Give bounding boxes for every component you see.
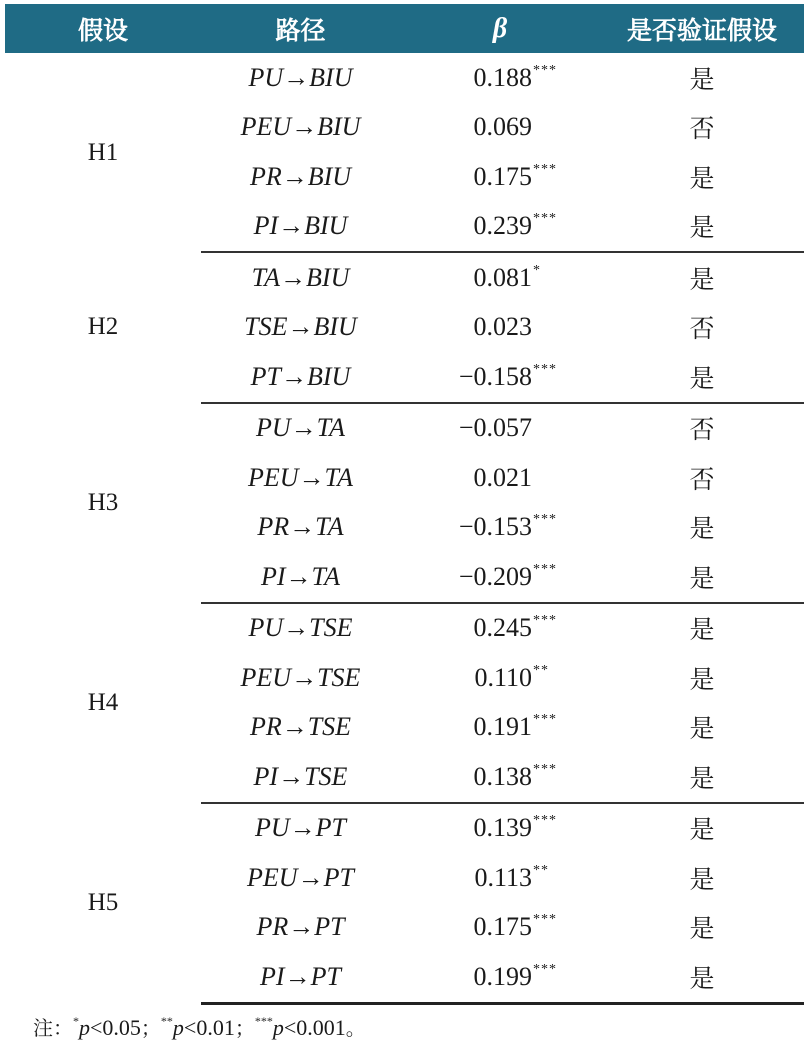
path-cell: PU→PT (255, 813, 346, 843)
header-verified: 是否验证假设 (600, 4, 804, 53)
beta-value: 0.081 (473, 262, 532, 292)
verified-cell: 是 (689, 163, 715, 193)
footnote-separator: ； (234, 1016, 255, 1040)
beta-wrapper (458, 962, 557, 992)
path-cell: PR→TSE (249, 712, 352, 742)
verified-cell: 是 (689, 914, 715, 944)
table-row (5, 252, 804, 303)
beta-wrapper (458, 613, 557, 643)
path-cell: PI→BIU (201, 202, 400, 253)
verified-cell: 是 (689, 514, 715, 544)
footnote-threshold: <0.05 (90, 1015, 141, 1040)
beta-value: 0.069 (473, 112, 532, 142)
footnote-stars: *** (254, 1014, 273, 1028)
table-footnote (33, 1012, 366, 1041)
footnote-items (73, 1015, 366, 1040)
path-cell: PR→BIU (249, 161, 352, 191)
footnote-prefix: 注： (33, 1016, 73, 1040)
verified-cell: 是 (689, 815, 715, 845)
beta-cell (400, 803, 600, 854)
beta-wrapper (458, 112, 533, 142)
beta-cell (400, 853, 600, 903)
beta-cell (400, 53, 600, 103)
hypothesis-label: H3 (87, 488, 119, 516)
verified-cell: 是 (600, 552, 804, 603)
beta-wrapper (458, 813, 557, 843)
footnote-p: p (172, 1015, 184, 1040)
significance-stars: *** (533, 712, 557, 728)
beta-cell (400, 352, 600, 403)
verified-cell: 否 (689, 415, 715, 445)
beta-value: −0.158 (458, 361, 532, 391)
beta-value: −0.153 (458, 512, 532, 542)
table-header (5, 4, 804, 53)
path-cell: PT→BIU (201, 352, 400, 403)
path-cell: PI→TSE (201, 752, 400, 803)
path-cell: PR→PT (256, 912, 345, 942)
verified-cell: 是 (689, 264, 715, 294)
significance-stars: ** (533, 662, 549, 678)
table-row (5, 603, 804, 654)
footnote-threshold: <0.01 (183, 1015, 235, 1040)
beta-wrapper (458, 413, 533, 443)
path-cell: PU→BIU (248, 62, 353, 92)
beta-cell (400, 303, 600, 353)
verified-cell: 是 (689, 615, 715, 645)
beta-value: 0.175 (473, 912, 532, 942)
footnote-p: p (79, 1015, 90, 1040)
beta-value: 0.245 (473, 613, 532, 643)
hypothesis-label: H2 (87, 313, 119, 341)
path-cell: TA→BIU (251, 262, 350, 292)
header-beta: β (400, 4, 600, 53)
footnote-separator: ； (140, 1016, 161, 1040)
verified-cell: 是 (600, 352, 804, 403)
significance-stars: ** (533, 862, 549, 878)
beta-value: 0.023 (473, 312, 532, 342)
beta-wrapper (458, 562, 557, 592)
header-row (5, 4, 804, 53)
beta-wrapper (458, 912, 557, 942)
verified-cell: 否 (689, 464, 715, 494)
beta-cell (400, 202, 600, 253)
beta-value: −0.057 (458, 413, 532, 443)
significance-stars: *** (533, 912, 557, 928)
footnote-p: p (272, 1015, 284, 1040)
hypothesis-group (5, 803, 804, 1004)
path-cell: PI→TA (201, 552, 400, 603)
beta-cell (400, 252, 600, 303)
significance-stars: *** (533, 161, 557, 177)
significance-stars: * (533, 262, 541, 278)
hypothesis-group (5, 53, 804, 252)
significance-stars: *** (533, 813, 557, 829)
footnote-threshold: <0.001 (283, 1015, 346, 1040)
beta-cell (400, 752, 600, 803)
hypothesis-table-container (5, 4, 804, 1005)
beta-value: 0.138 (473, 761, 532, 791)
beta-cell (400, 952, 600, 1003)
beta-value: 0.191 (473, 712, 532, 742)
path-cell: PR→TA (257, 512, 344, 542)
beta-wrapper (458, 463, 533, 493)
beta-cell (400, 152, 600, 202)
path-cell: PEU→TSE (240, 662, 361, 692)
path-cell: TSE→BIU (244, 312, 357, 342)
beta-value: 0.175 (473, 161, 532, 191)
hypothesis-label: H5 (87, 888, 119, 916)
verified-cell: 是 (600, 752, 804, 803)
beta-value: 0.239 (473, 211, 532, 241)
beta-wrapper (458, 362, 557, 392)
significance-stars: *** (533, 961, 557, 977)
beta-cell (400, 603, 600, 654)
beta-wrapper (458, 712, 557, 742)
beta-value: 0.188 (473, 62, 532, 92)
path-cell: PEU→BIU (240, 112, 361, 142)
beta-cell (400, 503, 600, 553)
path-cell: PI→PT (201, 952, 400, 1003)
hypothesis-table (5, 4, 804, 1005)
beta-wrapper (458, 312, 533, 342)
beta-wrapper (458, 663, 549, 693)
beta-value: 0.021 (473, 462, 532, 492)
beta-wrapper (458, 762, 557, 792)
beta-cell (400, 453, 600, 503)
significance-stars: *** (533, 361, 557, 377)
path-cell: PU→TA (255, 413, 346, 443)
beta-wrapper (458, 863, 549, 893)
beta-cell (400, 903, 600, 953)
footnote-stars: ** (160, 1014, 173, 1028)
beta-value: 0.199 (473, 961, 532, 991)
hypothesis-group (5, 603, 804, 803)
hypothesis-group (5, 252, 804, 403)
beta-cell (400, 703, 600, 753)
path-cell: PEU→PT (247, 862, 354, 892)
table-row (5, 803, 804, 854)
significance-stars: *** (533, 613, 557, 629)
header-path: 路径 (201, 4, 400, 53)
beta-wrapper (458, 162, 557, 192)
beta-wrapper (458, 263, 541, 293)
beta-cell (400, 653, 600, 703)
verified-cell: 是 (600, 952, 804, 1003)
path-cell: PU→TSE (248, 613, 353, 643)
hypothesis-label: H4 (87, 688, 119, 716)
beta-wrapper (458, 512, 557, 542)
significance-stars: *** (533, 62, 557, 78)
beta-cell (400, 552, 600, 603)
beta-value: 0.113 (474, 862, 532, 892)
path-cell: PEU→TA (248, 462, 353, 492)
beta-cell (400, 103, 600, 153)
verified-cell: 否 (689, 314, 715, 344)
verified-cell: 是 (689, 664, 715, 694)
verified-cell: 是 (689, 714, 715, 744)
verified-cell: 是 (689, 864, 715, 894)
beta-wrapper (458, 211, 557, 241)
beta-value: 0.110 (474, 662, 532, 692)
header-hypothesis: 假设 (5, 4, 201, 53)
hypothesis-group (5, 403, 804, 603)
significance-stars: *** (533, 512, 557, 528)
footnote-separator: 。 (345, 1016, 366, 1040)
beta-value: −0.209 (458, 561, 532, 591)
footnote-stars: * (73, 1014, 79, 1028)
beta-wrapper (458, 63, 557, 93)
beta-cell (400, 403, 600, 454)
significance-stars: *** (533, 561, 557, 577)
verified-cell: 是 (600, 202, 804, 253)
verified-cell: 是 (689, 64, 715, 94)
significance-stars: *** (533, 211, 557, 227)
table-row (5, 403, 804, 454)
beta-value: 0.139 (473, 813, 532, 843)
significance-stars: *** (533, 761, 557, 777)
hypothesis-label: H1 (87, 138, 119, 166)
verified-cell: 否 (689, 114, 715, 144)
table-row (5, 53, 804, 103)
